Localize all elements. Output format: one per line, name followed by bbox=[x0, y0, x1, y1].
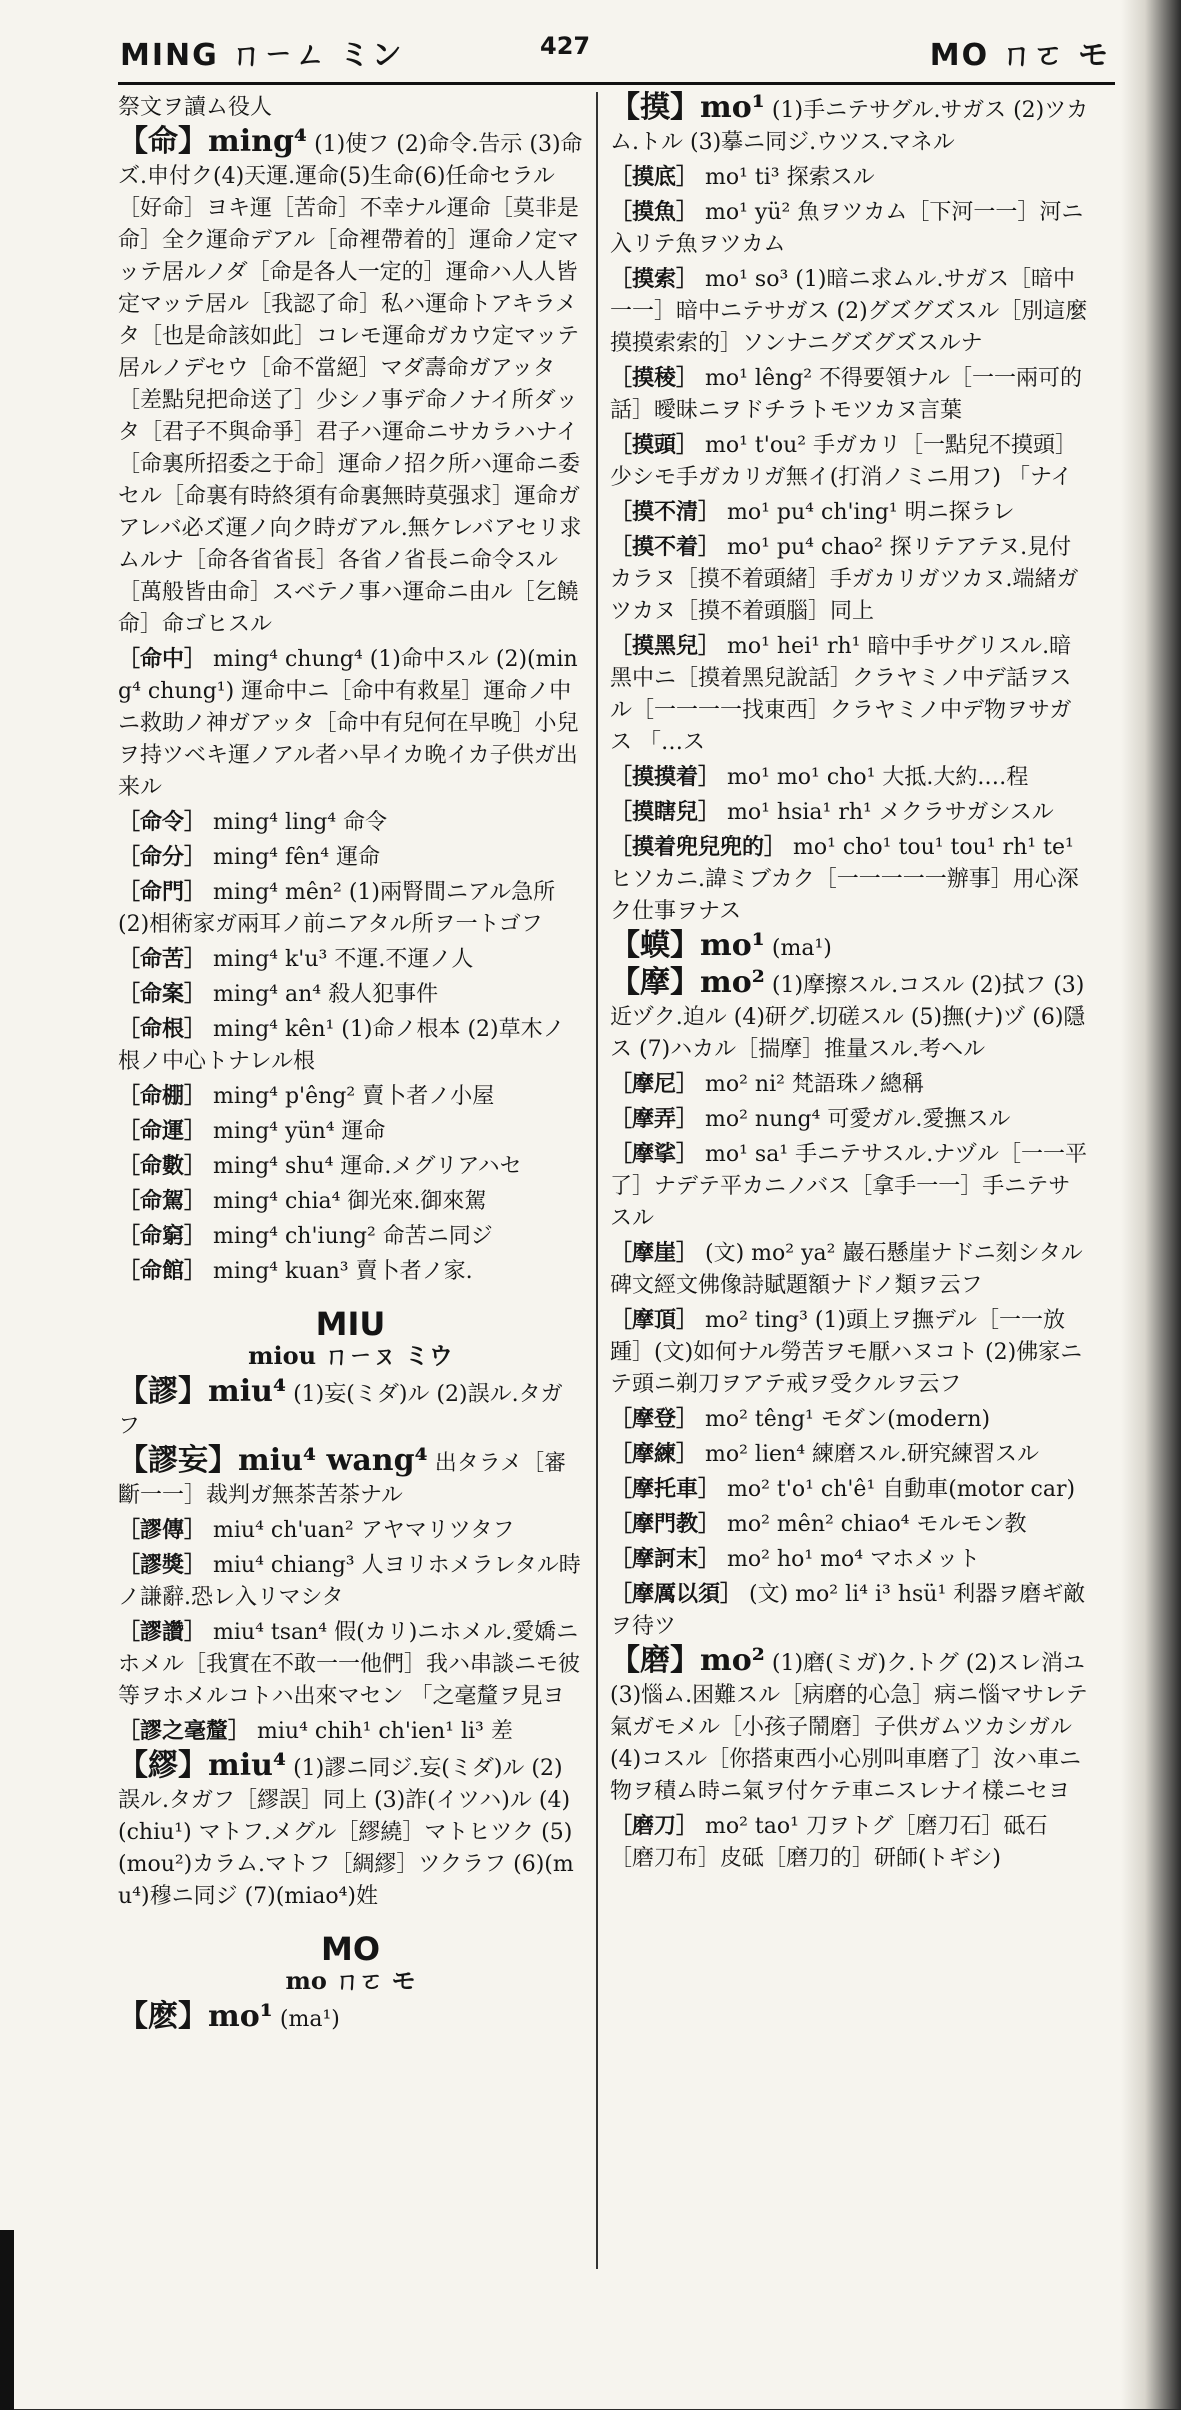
entry-definition: 出タラメ［審斷一一］裁判ガ無茶苦茶ナル bbox=[118, 1451, 567, 1508]
dictionary-entry bbox=[610, 831, 1090, 928]
entry-headword: ［摸索］ bbox=[610, 266, 699, 292]
entry-definition: (ma¹) bbox=[771, 936, 832, 961]
section-title: MIU bbox=[315, 1305, 386, 1343]
dictionary-entry bbox=[610, 1237, 1090, 1302]
dictionary-entry bbox=[610, 362, 1090, 427]
dictionary-entry bbox=[610, 1645, 1090, 1808]
entry-definition: ming⁴ k'u³ 不運.不運ノ人 bbox=[213, 947, 474, 972]
entry-headword: ［命館］ bbox=[118, 1258, 207, 1284]
dictionary-entry bbox=[610, 1810, 1090, 1875]
entry-definition: mo² tao¹ 刀ヲトグ［磨刀石］砥石［磨刀布］皮砥［磨刀的］研師(トギシ) bbox=[610, 1814, 1048, 1871]
entry-definition: mo¹ hei¹ rh¹ 暗中手サグリスル.暗黑中ニ［摸着黑兒說話］クラヤミノ中デ話ヲスル［一一一一找東西］クラヤミノ中デ物ヲサガス 「…ス bbox=[610, 634, 1072, 755]
running-head bbox=[0, 30, 1150, 73]
section-heading bbox=[118, 1305, 583, 1372]
entry-definition: 祭文ヲ讀ム役人 bbox=[118, 95, 273, 120]
dictionary-entry bbox=[610, 1304, 1090, 1401]
entry-headword: 【麽】mo¹ bbox=[118, 1999, 273, 2034]
dictionary-entry bbox=[118, 1080, 583, 1113]
entry-definition: ming⁴ an⁴ 殺人犯事件 bbox=[213, 982, 439, 1007]
entry-headword: ［摩厲以須］ bbox=[610, 1581, 743, 1607]
dictionary-entry bbox=[610, 1068, 1090, 1101]
dictionary-entry bbox=[610, 1403, 1090, 1436]
dictionary-entry bbox=[610, 1578, 1090, 1643]
entry-headword: ［摩頂］ bbox=[610, 1307, 699, 1333]
entry-headword: 【命】ming⁴ bbox=[118, 124, 308, 159]
entry-headword: ［摩崖］ bbox=[610, 1240, 699, 1266]
entry-definition: miu⁴ chiang³ 人ヨリホメラレタル時ノ謙辭.恐レ入リマシタ bbox=[118, 1553, 581, 1610]
dictionary-entry bbox=[610, 967, 1090, 1066]
entry-headword: ［命苦］ bbox=[118, 946, 207, 972]
entry-headword: ［摸黑兒］ bbox=[610, 633, 721, 659]
dictionary-entry bbox=[118, 1616, 583, 1713]
entry-headword: ［摩尼］ bbox=[610, 1071, 699, 1097]
entry-headword: ［命令］ bbox=[118, 809, 207, 835]
dictionary-entry bbox=[118, 806, 583, 839]
entry-definition: ming⁴ ling⁴ 命令 bbox=[213, 810, 388, 835]
entry-headword: ［摸摸着］ bbox=[610, 764, 721, 790]
header-rule bbox=[118, 82, 1115, 85]
entry-headword: 【謬】miu⁴ bbox=[118, 1374, 287, 1409]
dictionary-entry bbox=[118, 1220, 583, 1253]
entry-headword: ［摸不清］ bbox=[610, 499, 721, 525]
entry-headword: ［命數］ bbox=[118, 1153, 207, 1179]
entry-definition: ming⁴ chia⁴ 御光來.御來駕 bbox=[213, 1189, 487, 1214]
dictionary-entry bbox=[610, 531, 1090, 628]
entry-definition: (1)磨(ミガ)ク.トグ (2)スレ消ユ (3)惱ム.困難スル［病磨的心急］病ニ惱マサレテ氣ガモメル［小孩子鬧磨］子供ガムツカシガル (4)コスル［你搭東西小心別叫車磨了］汝ハ車ニ物ヲ積ム時ニ氣ヲ付ケテ車ニスレナイ樣ニセヨ bbox=[610, 1651, 1088, 1804]
page-edge-shadow bbox=[1121, 0, 1181, 2409]
entry-headword: 【繆】miu⁴ bbox=[118, 1748, 287, 1783]
dictionary-entry bbox=[610, 429, 1090, 494]
entry-headword: ［命運］ bbox=[118, 1118, 207, 1144]
entry-headword: ［摩登］ bbox=[610, 1406, 699, 1432]
entry-definition: mo¹ so³ (1)暗ニ求ムル.サガス［暗中一一］暗中ニテサガス (2)グズグズスル［別這麼摸摸索索的］ソンナニグズグズスルナ bbox=[610, 267, 1088, 356]
section-phonetic: mo ㄇㄛ モ bbox=[285, 1966, 416, 1995]
entry-definition: ming⁴ ch'iung² 命苦ニ同ジ bbox=[213, 1224, 493, 1249]
entry-definition: ming⁴ kên¹ (1)命ノ根本 (2)草木ノ根ノ中心トナレル根 bbox=[118, 1017, 565, 1074]
dictionary-entry bbox=[118, 1150, 583, 1183]
entry-definition: mo¹ pu⁴ ch'ing¹ 明ニ探ラレ bbox=[727, 500, 1015, 525]
dictionary-entry bbox=[118, 1715, 583, 1748]
entry-definition: mo¹ sa¹ 手ニテサスル.ナヅル［一一平了］ナデテ平カニノバス［拿手一一］手ニテサスル bbox=[610, 1142, 1088, 1231]
entry-headword: ［摩門教］ bbox=[610, 1511, 721, 1537]
entry-definition: (1)妄(ミダ)ル (2)誤ル.タガフ bbox=[118, 1382, 563, 1439]
entry-headword: ［命案］ bbox=[118, 981, 207, 1007]
dictionary-entry bbox=[610, 630, 1090, 759]
dictionary-entry bbox=[118, 643, 583, 804]
right-column bbox=[610, 92, 1090, 1877]
dictionary-entry bbox=[610, 496, 1090, 529]
entry-headword: ［摩挲］ bbox=[610, 1141, 699, 1167]
entry-definition: mo¹ cho¹ tou¹ tou¹ rh¹ te¹ ヒソカニ.諱ミブカク［一一一一一辦事］用心深ク仕事ヲナス bbox=[610, 835, 1079, 924]
entry-headword: ［摩練］ bbox=[610, 1441, 699, 1467]
entry-headword: ［摸不着］ bbox=[610, 534, 721, 560]
entry-definition: mo² ting³ (1)頭上ヲ撫デル［一一放踵］(文)如何ナル勞苦ヲモ厭ハヌコト (2)佛家ニテ頭ニ剃刀ヲアテ戒ヲ受クルヲ云フ bbox=[610, 1308, 1083, 1397]
entry-headword: ［摸底］ bbox=[610, 164, 699, 190]
entry-definition: mo² ho¹ mo⁴ マホメット bbox=[727, 1547, 981, 1572]
entry-headword: ［命棚］ bbox=[118, 1083, 207, 1109]
entry-headword: ［摸稜］ bbox=[610, 365, 699, 391]
entry-definition: (1)摩擦スル.コスル (2)拭フ (3)近ヅク.迫ル (4)研グ.切磋スル (5)撫(ナ)ヅ (6)隱ス (7)ハカル［揣摩］推量スル.考ヘル bbox=[610, 973, 1086, 1062]
entry-definition: ming⁴ p'êng² 賣卜者ノ小屋 bbox=[213, 1084, 495, 1109]
entry-definition: mo² têng¹ モダン(modern) bbox=[705, 1407, 991, 1432]
entry-definition: mo¹ ti³ 探索スル bbox=[705, 165, 875, 190]
dictionary-entry bbox=[610, 196, 1090, 261]
entry-definition: mo² ni² 梵語珠ノ總稱 bbox=[705, 1072, 924, 1097]
entry-definition: mo¹ pu⁴ chao² 探リテアテヌ.見付カラヌ［摸不着頭緒］手ガカリガツカヌ.端緒ガツカヌ［摸不着頭腦］同上 bbox=[610, 535, 1079, 624]
header-right: MO ㄇㄛ モ bbox=[929, 38, 1110, 73]
entry-definition: ming⁴ shu⁴ 運命.メグリアハセ bbox=[213, 1154, 522, 1179]
dictionary-entry bbox=[118, 1549, 583, 1614]
entry-definition: mo² t'o¹ ch'ê¹ 自動車(motor car) bbox=[727, 1477, 1076, 1502]
dictionary-entry bbox=[118, 1376, 583, 1443]
dictionary-entry bbox=[118, 92, 583, 124]
entry-headword: ［命中］ bbox=[118, 646, 207, 672]
entry-headword: 【謬妄】miu⁴ wang⁴ bbox=[118, 1443, 428, 1478]
entry-headword: ［命根］ bbox=[118, 1016, 207, 1042]
entry-definition: miu⁴ tsan⁴ 假(カリ)ニホメル.愛嬌ニホメル［我實在不敢一一他們］我ハ串談ニモ彼等ヲホメルコトハ出來マセン 「之毫釐ヲ見ヨ bbox=[118, 1620, 581, 1709]
entry-definition: miu⁴ chih¹ ch'ien¹ li³ 差 bbox=[257, 1719, 513, 1744]
entry-definition: (1)手ニテサグル.サガス (2)ツカム.トル (3)摹ニ同ジ.ウツス.マネル bbox=[610, 98, 1089, 155]
entry-headword: ［摸魚］ bbox=[610, 199, 699, 225]
entry-headword: 【摩】mo² bbox=[610, 965, 765, 1000]
dictionary-entry bbox=[610, 161, 1090, 194]
entry-headword: ［摸頭］ bbox=[610, 432, 699, 458]
dictionary-entry bbox=[118, 1514, 583, 1547]
entry-definition: (1)謬ニ同ジ.妄(ミダ)ル (2)誤ル.タガフ［繆誤］同上 (3)詐(イツハ)ル (4)(chiu¹) マトフ.メグル［繆繞］マトヒツク (5)(mou²)カラム.マトフ［綢繆］ツクラフ (6)(mu⁴)穆ニ同ジ (7)(miao⁴)姓 bbox=[118, 1756, 574, 1909]
dictionary-entry bbox=[610, 796, 1090, 829]
entry-headword: 【蟆】mo¹ bbox=[610, 928, 765, 963]
corner-mark bbox=[0, 2230, 14, 2410]
entry-definition: (1)使フ (2)命令.告示 (3)命ズ.申付ク(4)天運.運命(5)生命(6)任命セラル ［好命］ヨキ運［苦命］不幸ナル運命［莫非是命］全ク運命デアル［命裡帶着的］運命ノ定マッテ居ルノダ［命是各人一定的］運命ハ人人皆定マッテ居ル［我認了命］私ハ運命トアキラメタ［也是命該如此］コレモ運命ガカウ定マッテ居ルノデセウ［命不當絕］マダ壽命ガアッタ［差點兒把命送了］少シノ事デ命ノナイ所ダッタ［君子不與命爭］君子ハ運命ニサカラハナイ［命裏所招委之于命］運命ノ招ク所ハ運命ニ委セル［命裏有時終須有命裏無時莫强求］運命ガアレバ必ズ運ノ向ク時ガアル.無ケレバアセリ求ムルナ［命各省省長］各省ノ省長ニ命令スル［萬般皆由命］スベテノ事ハ運命ニ由ル［乞饒命］命ゴヒスル bbox=[118, 132, 583, 637]
entry-definition: ming⁴ chung⁴ (1)命中スル (2)(ming⁴ chung¹) 運命中ニ［命中有救星］運命ノ中ニ救助ノ神ガアッタ［命中有兒何在早晚］小兒ヲ持ツベキ運ノアル者ハ早イカ晩イカ子供ガ出来ル bbox=[118, 647, 579, 800]
dictionary-entry bbox=[610, 92, 1090, 159]
entry-definition: mo² nung⁴ 可愛ガル.愛撫スル bbox=[705, 1107, 1011, 1132]
entry-definition: ming⁴ mên² (1)兩腎間ニアル急所 (2)相術家ガ兩耳ノ前ニアタル所ヲ一トゴフ bbox=[118, 880, 556, 937]
entry-headword: ［摩訶末］ bbox=[610, 1546, 721, 1572]
dictionary-entry bbox=[118, 876, 583, 941]
page-number: 427 bbox=[540, 32, 591, 60]
entry-headword: ［摸瞎兒］ bbox=[610, 799, 721, 825]
entry-headword: ［謬獎］ bbox=[118, 1552, 207, 1578]
dictionary-entry bbox=[118, 1255, 583, 1288]
dictionary-entry bbox=[610, 930, 1090, 965]
dictionary-entry bbox=[118, 1750, 583, 1913]
entry-headword: 【摸】mo¹ bbox=[610, 90, 765, 125]
entry-definition: mo¹ mo¹ cho¹ 大抵.大約.…程 bbox=[727, 765, 1029, 790]
section-heading bbox=[118, 1930, 583, 1997]
section-phonetic: miou ㄇㄧㄡ ミウ bbox=[248, 1341, 453, 1370]
dictionary-entry bbox=[610, 1473, 1090, 1506]
entry-headword: ［謬之毫釐］ bbox=[118, 1718, 251, 1744]
entry-headword: ［命分］ bbox=[118, 844, 207, 870]
dictionary-entry bbox=[118, 1013, 583, 1078]
dictionary-entry bbox=[118, 841, 583, 874]
entry-headword: ［謬傳］ bbox=[118, 1517, 207, 1543]
dictionary-entry bbox=[118, 1445, 583, 1512]
entry-headword: ［命窮］ bbox=[118, 1223, 207, 1249]
dictionary-entry bbox=[118, 2001, 583, 2036]
entry-headword: ［謬讚］ bbox=[118, 1619, 207, 1645]
dictionary-entry bbox=[610, 1138, 1090, 1235]
entry-definition: (ma¹) bbox=[279, 2007, 340, 2032]
dictionary-entry bbox=[610, 1103, 1090, 1136]
column-divider bbox=[596, 92, 598, 2269]
entry-headword: ［命駕］ bbox=[118, 1188, 207, 1214]
entry-definition: mo² mên² chiao⁴ モルモン教 bbox=[727, 1512, 1027, 1537]
entry-headword: 【磨】mo² bbox=[610, 1643, 765, 1678]
entry-definition: mo¹ hsia¹ rh¹ メクラサガシスル bbox=[727, 800, 1054, 825]
dictionary-entry bbox=[610, 1438, 1090, 1471]
dictionary-entry bbox=[610, 761, 1090, 794]
entry-definition: ming⁴ yün⁴ 運命 bbox=[213, 1119, 386, 1144]
entry-definition: miu⁴ ch'uan² アヤマリツタフ bbox=[213, 1518, 515, 1543]
section-title: MO bbox=[320, 1930, 381, 1968]
entry-headword: ［命門］ bbox=[118, 879, 207, 905]
entry-definition: mo¹ yü² 魚ヲツカム［下河一一］河ニ入リテ魚ヲツカム bbox=[610, 200, 1084, 257]
entry-definition: mo¹ t'ou² 手ガカリ［一點兒不摸頭］少シモ手ガカリガ無イ(打消ノミニ用フ) 「ナイ bbox=[610, 433, 1078, 490]
entry-definition: ming⁴ fên⁴ 運命 bbox=[213, 845, 381, 870]
left-column bbox=[118, 92, 583, 2038]
dictionary-entry bbox=[118, 126, 583, 641]
header-left: MING ㄇㄧㄥ ミン bbox=[120, 38, 404, 73]
entry-headword: ［摩托車］ bbox=[610, 1476, 721, 1502]
entry-definition: (文) mo² ya² 巖石懸崖ナドニ刻シタル碑文經文佛像詩賦題額ナドノ類ヲ云フ bbox=[610, 1241, 1083, 1298]
dictionary-entry bbox=[610, 1508, 1090, 1541]
dictionary-entry bbox=[610, 1543, 1090, 1576]
dictionary-entry bbox=[118, 1115, 583, 1148]
dictionary-entry bbox=[118, 978, 583, 1011]
entry-definition: ming⁴ kuan³ 賣卜者ノ家. bbox=[213, 1259, 473, 1284]
dictionary-entry bbox=[118, 943, 583, 976]
entry-definition: (文) mo² li⁴ i³ hsü¹ 利器ヲ磨ギ敵ヲ待ツ bbox=[610, 1582, 1086, 1639]
entry-definition: mo¹ lêng² 不得要領ナル［一一兩可的話］曖昧ニヲドチラトモツカヌ言葉 bbox=[610, 366, 1082, 423]
dictionary-entry bbox=[118, 1185, 583, 1218]
dictionary-entry bbox=[610, 263, 1090, 360]
entry-headword: ［磨刀］ bbox=[610, 1813, 699, 1839]
entry-headword: ［摸着兜兒兜的］ bbox=[610, 834, 787, 860]
entry-definition: mo² lien⁴ 練磨スル.研究練習スル bbox=[705, 1442, 1040, 1467]
entry-headword: ［摩弄］ bbox=[610, 1106, 699, 1132]
